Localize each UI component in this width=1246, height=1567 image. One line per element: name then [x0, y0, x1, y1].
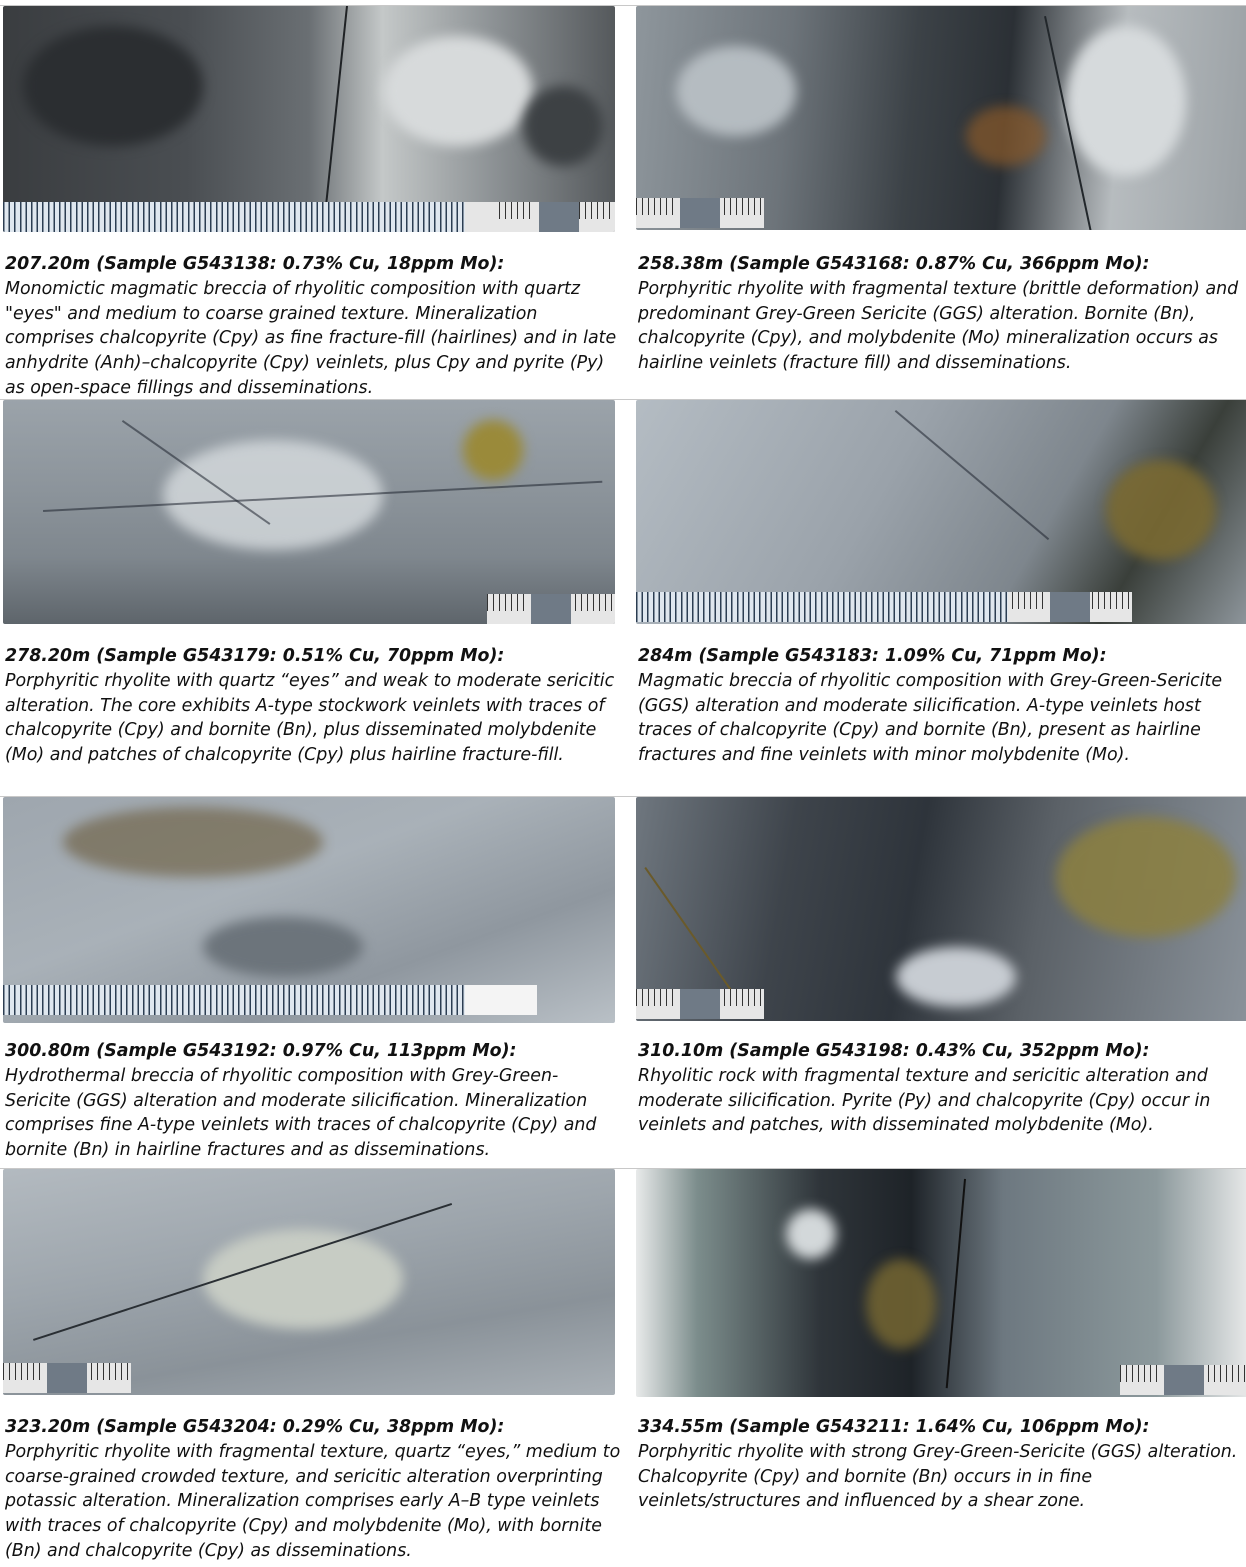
sample-panel-5 — [3, 797, 615, 1161]
row-1 — [0, 5, 1246, 398]
sample-description: Porphyritic rhyolite with fragmental texture (brittle deformation) and predominant Grey-Green Sericite (GGS) alteration. Bornite (Bn), chalcopyrite (Cpy), and molybdenite (Mo) mineralization occurs as hairline veinlets (fracture fill) and disseminations. — [638, 278, 1239, 374]
core-photo-5 — [3, 797, 615, 1023]
sample-title: 310.10m (Sample G543198: 0.43% Cu, 352ppm Mo): — [638, 1041, 1150, 1061]
sample-panel-6 — [636, 797, 1246, 1136]
core-photo-7 — [3, 1169, 615, 1395]
sample-title: 278.20m (Sample G543179: 0.51% Cu, 70ppm Mo): — [5, 646, 505, 666]
row-2 — [0, 399, 1246, 795]
sample-panel-3 — [3, 400, 615, 766]
sample-title: 258.38m (Sample G543168: 0.87% Cu, 366ppm Mo): — [638, 254, 1150, 274]
row-4 — [0, 1168, 1246, 1567]
sample-description: Magmatic breccia of rhyolitic composition with Grey-Green-Sericite (GGS) alteration and moderate silicification. A-type veinlets host traces of chalcopyrite (Cpy) and bornite (Bn), present as hairline fractures and fine veinlets with minor molybdenite (Mo). — [638, 670, 1223, 766]
core-photo-1 — [3, 6, 615, 232]
sample-title: 323.20m (Sample G543204: 0.29% Cu, 38ppm Mo): — [5, 1417, 505, 1437]
sample-description: Porphyritic rhyolite with strong Grey-Green-Sericite (GGS) alteration. Chalcopyrite (Cpy) and bornite (Bn) occurs in in fine veinlets/structures and influenced by a shear zone. — [638, 1441, 1238, 1512]
sample-panel-2 — [636, 6, 1246, 374]
sample-panel-4 — [636, 400, 1246, 766]
sample-description: Porphyritic rhyolite with fragmental texture, quartz “eyes,” medium to coarse-grained crowded texture, and sericitic alteration overprinting potassic alteration. Mineralization comprises early A–B type veinlets with traces of chalcopyrite (Cpy) and molybdenite (Mo), with bornite (Bn) and chalcopyrite (Cpy) as disseminations. — [5, 1441, 621, 1561]
sample-title: 284m (Sample G543183: 1.09% Cu, 71ppm Mo): — [638, 646, 1107, 666]
sample-panel-7 — [3, 1169, 621, 1561]
row-3 — [0, 796, 1246, 1167]
core-photo-4 — [636, 400, 1246, 624]
sample-description: Porphyritic rhyolite with quartz “eyes” and weak to moderate sericitic alteration. The core exhibits A-type stockwork veinlets with traces of chalcopyrite (Cpy) and bornite (Bn), plus disseminated molybdenite (Mo) and patches of chalcopyrite (Cpy) plus hairline fracture-fill. — [5, 670, 615, 766]
sample-panel-1 — [3, 6, 617, 398]
sample-panel-8 — [636, 1169, 1246, 1512]
core-photo-6 — [636, 797, 1246, 1021]
sample-description: Rhyolitic rock with fragmental texture and sericitic alteration and moderate silicification. Pyrite (Py) and chalcopyrite (Cpy) occur in veinlets and patches, with disseminated molybdenite (Mo). — [638, 1065, 1211, 1136]
core-photo-2 — [636, 6, 1246, 230]
core-photo-8 — [636, 1169, 1246, 1397]
sample-title: 334.55m (Sample G543211: 1.64% Cu, 106ppm Mo): — [638, 1417, 1150, 1437]
core-photo-3 — [3, 400, 615, 624]
sample-description: Monomictic magmatic breccia of rhyolitic composition with quartz "eyes" and medium to coarse grained texture. Mineralization comprises chalcopyrite (Cpy) as fine fracture-fill (hairlines) and in late anhydrite (Anh)–chalcopyrite (Cpy) veinlets, plus Cpy and pyrite (Py) as open-space fillings and disseminations. — [5, 278, 617, 398]
sample-title: 207.20m (Sample G543138: 0.73% Cu, 18ppm Mo): — [5, 254, 505, 274]
sample-description: Hydrothermal breccia of rhyolitic composition with Grey-Green-Sericite (GGS) alteration and moderate silicification. Mineralization comprises fine A-type veinlets with traces of chalcopyrite (Cpy) and bornite (Bn) in hairline fractures and as disseminations. — [5, 1065, 597, 1161]
sample-title: 300.80m (Sample G543192: 0.97% Cu, 113ppm Mo): — [5, 1041, 517, 1061]
